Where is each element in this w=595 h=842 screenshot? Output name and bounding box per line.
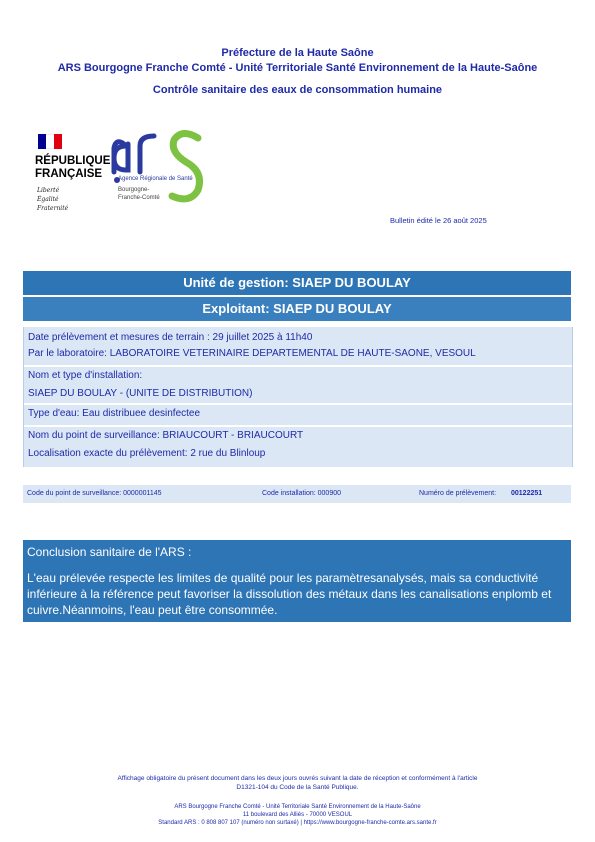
- french-flag-icon: [38, 134, 62, 149]
- prefecture-title: Préfecture de la Haute Saône: [221, 47, 374, 59]
- conclusion-title: Conclusion sanitaire de l'ARS :: [27, 545, 192, 559]
- unite-gestion: Unité de gestion: SIAEP DU BOULAY: [23, 271, 571, 295]
- footer-address: ARS Bourgogne Franche Comté - Unité Territoriale Santé Environnement de la Haute-Saône 11 boulevard des Alliés - 70000 VESOUL Standard ARS : 0 808 807 107 (numéro non surtaxé) | https://www.bourgogne-franche-comte.ars.sante.fr: [158, 804, 437, 826]
- conclusion-panel: [23, 540, 571, 622]
- codes-bar: [23, 485, 571, 503]
- ars-tagline: Agence Régionale de Santé: [118, 176, 193, 182]
- sample-date: Date prélèvement et mesures de terrain : 29 juillet 2025 à 11h40: [28, 332, 313, 343]
- point-code: Code du point de surveillance: 0000001145: [27, 490, 162, 497]
- republic-motto: Liberté Égalité Fraternité: [37, 187, 69, 212]
- installation-code: Code installation: 000900: [262, 490, 342, 497]
- bulletin-date: Bulletin édité le 26 août 2025: [390, 216, 487, 225]
- republique-francaise-logo: RÉPUBLIQUE FRANÇAISE: [35, 155, 111, 180]
- conclusion-body: L'eau prélevée respecte les limites de qualité pour les paramètresanalysés, mais sa conductivité inférieure à la référence peut favoriser la dissolution des métaux dans les canalisations enplomb et cuivre.Néanmoins, l'eau peut être consommée.: [27, 571, 552, 617]
- laboratory: Par le laboratoire: LABORATOIRE VETERINAIRE DEPARTEMENTAL DE HAUTE-SAONE, VESOUL: [28, 348, 476, 359]
- surveillance-point: Nom du point de surveillance: BRIAUCOURT - BRIAUCOURT: [28, 430, 304, 441]
- prelevement-label: Numéro de prélèvement:: [419, 490, 497, 497]
- footer-notice: Affichage obligatoire du présent document dans les deux jours ouvrés suivant la date de réception et conformément à l'article D1321-104 du Code de la Santé Publique.: [117, 775, 478, 791]
- installation-value: SIAEP DU BOULAY - (UNITE DE DISTRIBUTION): [28, 388, 253, 399]
- sample-info-panel: [23, 327, 573, 467]
- installation-label: Nom et type d'installation:: [28, 370, 143, 381]
- water-type: Type d'eau: Eau distribuee desinfectee: [28, 408, 201, 419]
- prelevement-number: 00122251: [511, 490, 543, 497]
- ars-region: Bourgogne- Franche-Comté: [118, 187, 160, 201]
- document-title: Contrôle sanitaire des eaux de consommation humaine: [152, 84, 443, 96]
- ars-subtitle: ARS Bourgogne Franche Comté - Unité Territoriale Santé Environnement de la Haute-Saône: [57, 62, 538, 74]
- sample-location: Localisation exacte du prélèvement: 2 rue du Blinloup: [28, 448, 266, 459]
- exploitant: Exploitant: SIAEP DU BOULAY: [23, 297, 571, 321]
